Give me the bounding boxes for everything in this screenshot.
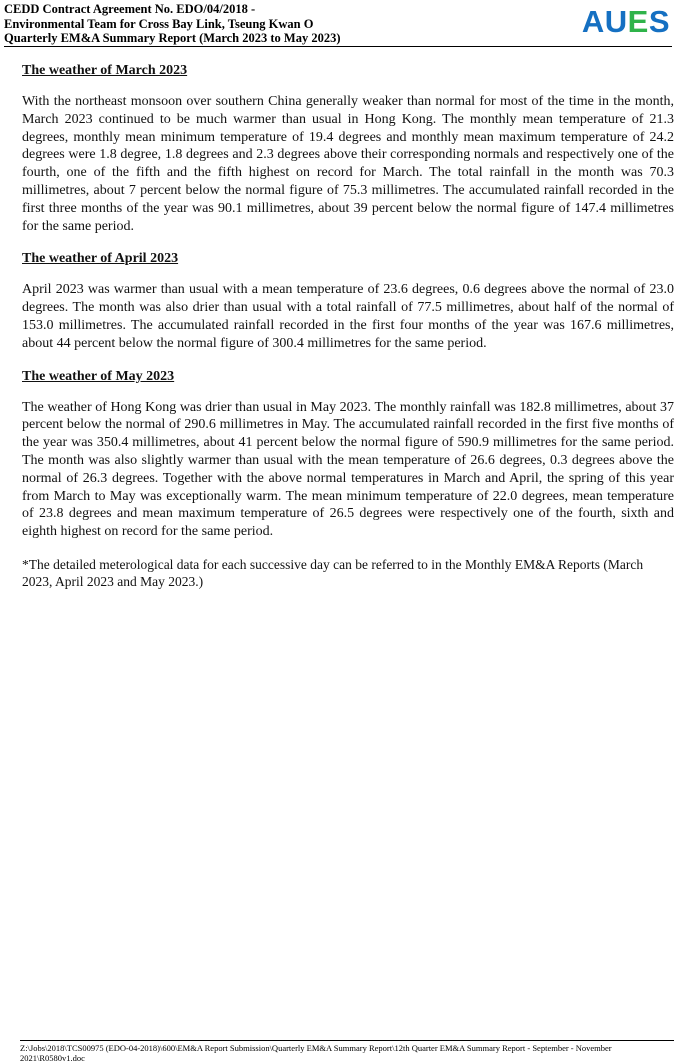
section-body-may: The weather of Hong Kong was drier than usual in May 2023. The monthly rainfall was 182.8 millimetres, about 37 percent below the normal of 290.6 millimetres in May. The accumulated rainfall recorded in the first five months of the year was 350.4 millimetres, about 41 percent below the normal figure of 590.9 millimetres for the same period. The month was also slightly warmer than usual with the mean temperature of 26.6 degrees, 0.3 degrees above the normal of 26.3 degrees. Together with the above normal temperatures in March and April, the spring of this year from March to May was exceptionally warm. The mean minimum temperature of 22.0 degrees, mean temperature of 23.8 degrees and mean maximum temperature of 26.5 degrees were respectively one of the fourth, sixth and eighth highest on record for the same period. bbox=[22, 399, 674, 540]
header-title-block bbox=[4, 2, 341, 46]
section-heading-april: The weather of April 2023 bbox=[22, 251, 179, 267]
logo-text-s: S bbox=[648, 4, 670, 39]
footer-file-path: Z:\Jobs\2018\TCS00975 (EDO-04-2018)\600\EM&A Report Submission\Quarterly EM&A Summary Report\12th Quarter EM&A Summary Report - September - November 2021\R0580v1.doc bbox=[20, 1043, 612, 1063]
logo-text-e: E bbox=[627, 4, 649, 39]
header-contract-line: CEDD Contract Agreement No. EDO/04/2018 - bbox=[4, 2, 256, 16]
page-header bbox=[4, 2, 672, 46]
document-body bbox=[22, 62, 674, 591]
section-heading-may: The weather of May 2023 bbox=[22, 368, 175, 384]
meteorological-data-note: *The detailed meterological data for each successive day can be referred to in the Monthly EM&A Reports (March 2023, April 2023 and May 2023.) bbox=[22, 556, 644, 590]
footer-divider bbox=[20, 1040, 674, 1041]
section-body-april: April 2023 was warmer than usual with a mean temperature of 23.6 degrees, 0.6 degrees above the normal of 23.0 degrees. The month was also drier than usual with a total rainfall of 77.5 millimetres, about half of the normal of 153.0 millimetres. The accumulated rainfall recorded in the first four months of the year was 167.6 millimetres, about 44 percent below the normal figure of 300.4 millimetres for the same period. bbox=[22, 282, 674, 351]
section-heading-march: The weather of March 2023 bbox=[22, 63, 188, 78]
header-team-line: Environmental Team for Cross Bay Link, Tseung Kwan O bbox=[4, 16, 314, 31]
header-divider bbox=[4, 46, 672, 47]
header-report-line: Quarterly EM&A Summary Report (March 2023 to May 2023) bbox=[4, 31, 341, 45]
section-body-march: With the northeast monsoon over southern China generally weaker than normal for most of the time in the month, March 2023 continued to be much warmer than usual in Hong Kong. The monthly mean temperature of 21.3 degrees, monthly mean minimum temperature of 19.4 degrees and monthly mean maximum temperature of 24.2 degrees were 1.8 degree, 1.8 degrees and 2.3 degrees above their corresponding normals and respectively one of the fourth, one of the fifth and the fifth highest on record for March. The total rainfall in the month was 70.3 millimetres, about 7 percent below the normal figure of 75.3 millimetres. The accumulated rainfall recorded in the first three months of the year was 90.1 millimetres, about 39 percent below the normal figure of 147.4 millimetres for the same period. bbox=[22, 94, 674, 234]
logo-text-au: AU bbox=[581, 4, 628, 39]
aues-logo bbox=[582, 5, 670, 39]
